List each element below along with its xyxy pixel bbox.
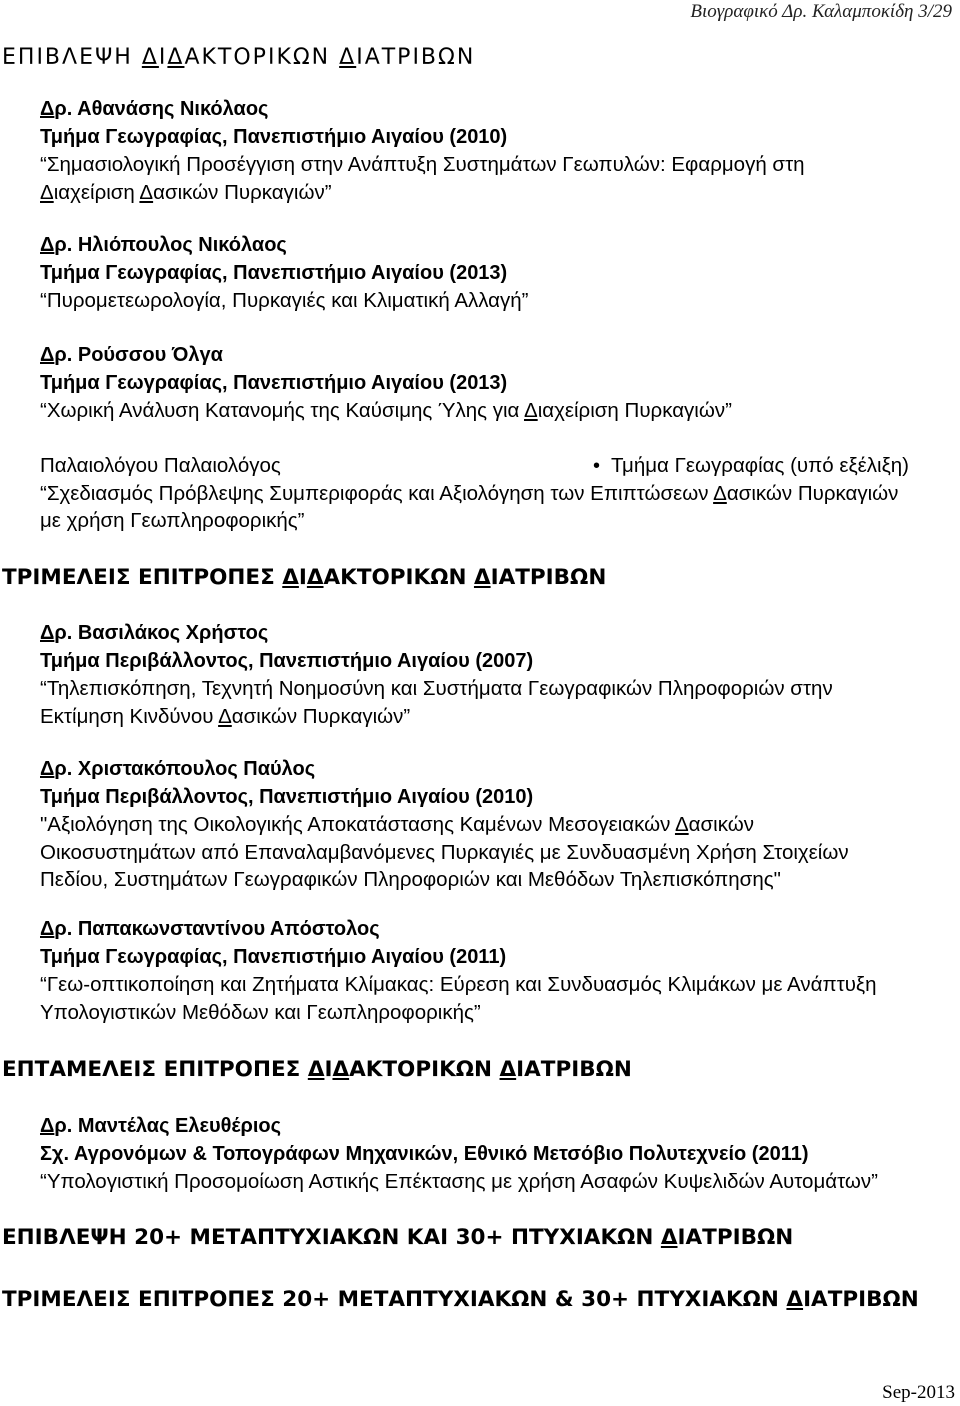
candidate-affiliation: Τμήμα Γεωγραφίας, Πανεπιστήμιο Αιγαίου (2011) xyxy=(40,945,507,968)
committee-entry xyxy=(40,1113,878,1196)
candidate-status xyxy=(593,452,909,481)
bullet-icon xyxy=(593,453,611,481)
thesis-title-line: “Υπολογιστική Προσομοίωση Αστικής Επέκτασης με χρήση Ασαφών Κυψελιδών Αυτομάτων” xyxy=(40,1170,878,1193)
candidate-affiliation: Τμήμα Γεωγραφίας (υπό εξέλιξη) xyxy=(611,454,910,477)
candidate-name: Δρ. Ηλιόπουλος Νικόλαος xyxy=(40,234,287,256)
thesis-title-line: Εκτίμηση Κινδύνου Δασικών Πυρκαγιών” xyxy=(40,704,411,728)
thesis-title-line: Διαχείριση Δασικών Πυρκαγιών” xyxy=(40,180,332,204)
phd-entry xyxy=(40,342,732,425)
running-header: Βιογραφικό Δρ. Καλαμποκίδη 3/29 xyxy=(690,1,952,22)
committee-entry xyxy=(40,916,877,1026)
thesis-title-line: “Πυρομετεωρολογία, Πυρκαγιές και Κλιματική Αλλαγή” xyxy=(40,289,529,312)
section-heading-masters-committees: ΤΡΙΜΕΛΕΙΣ ΕΠΙΤΡΟΠΕΣ 20+ ΜΕΤΑΠΤΥΧΙΑΚΩΝ & 30+ ΠΤΥΧΙΑΚΩΝ ΔΙΑΤΡΙΒΩΝ xyxy=(2,1287,919,1312)
committee-entry xyxy=(40,756,849,894)
candidate-affiliation: Τμήμα Γεωγραφίας, Πανεπιστήμιο Αιγαίου (2013) xyxy=(40,261,508,284)
section-heading-masters-supervision: ΕΠΙΒΛΕΨΗ 20+ ΜΕΤΑΠΤΥΧΙΑΚΩΝ ΚΑΙ 30+ ΠΤΥΧΙΑΚΩΝ ΔΙΑΤΡΙΒΩΝ xyxy=(2,1225,794,1250)
section-heading-seven-member-committees: ΕΠΤΑΜΕΛΕΙΣ ΕΠΙΤΡΟΠΕΣ ΔΙΔΑΚΤΟΡΙΚΩΝ ΔΙΑΤΡΙΒΩΝ xyxy=(2,1057,632,1082)
candidate-name: Δρ. Χριστακόπουλος Παύλος xyxy=(40,758,316,780)
candidate-affiliation: Σχ. Αγρονόμων & Τοπογράφων Μηχανικών, Εθνικό Μετσόβιο Πολυτεχνείο (2011) xyxy=(40,1142,809,1165)
phd-entry xyxy=(40,96,805,206)
thesis-title-line: “Τηλεπισκόπηση, Τεχνητή Νοημοσύνη και Συστήματα Γεωγραφικών Πληροφοριών στην xyxy=(40,677,833,700)
candidate-affiliation: Τμήμα Γεωγραφίας, Πανεπιστήμιο Αιγαίου (2013) xyxy=(40,371,508,394)
thesis-title-line: “Σημασιολογική Προσέγγιση στην Ανάπτυξη Συστημάτων Γεωπυλών: Εφαρμογή στη xyxy=(40,153,805,176)
thesis-title-line: “Σχεδιασμός Πρόβλεψης Συμπεριφοράς και Αξιολόγηση των Επιπτώσεων Δασικών Πυρκαγιών xyxy=(40,481,899,505)
phd-entry xyxy=(40,232,529,315)
phd-entry-in-progress xyxy=(40,452,910,535)
candidate-name: Δρ. Ρούσσου Όλγα xyxy=(40,344,223,366)
thesis-title-line: Υπολογιστικών Μεθόδων και Γεωπληροφορικής” xyxy=(40,1000,481,1024)
thesis-title-line: “Χωρική Ανάλυση Κατανομής της Καύσιμης Ύλης για Διαχείριση Πυρκαγιών” xyxy=(40,399,732,422)
candidate-name: Δρ. Αθανάσης Νικόλαος xyxy=(40,98,269,120)
committee-entry xyxy=(40,620,833,730)
candidate-affiliation: Τμήμα Περιβάλλοντος, Πανεπιστήμιο Αιγαίου (2007) xyxy=(40,649,534,672)
candidate-name: Δρ. Βασιλάκος Χρήστος xyxy=(40,622,269,644)
thesis-title-line: Πεδίου, Συστημάτων Γεωγραφικών Πληροφοριών και Μεθόδων Τηλεπισκόπησης" xyxy=(40,868,781,891)
section-heading-phd-supervision: ΕΠΙΒΛΕΨΗ ΔΙΔΑΚΤΟΡΙΚΩΝ ΔΙΑΤΡΙΒΩΝ xyxy=(2,45,476,70)
candidate-name: Δρ. Μαντέλας Ελευθέριος xyxy=(40,1115,281,1137)
section-heading-three-member-committees: ΤΡΙΜΕΛΕΙΣ ΕΠΙΤΡΟΠΕΣ ΔΙΔΑΚΤΟΡΙΚΩΝ ΔΙΑΤΡΙΒΩΝ xyxy=(2,565,607,590)
thesis-title-line: “Γεω-οπτικοποίηση και Ζητήματα Κλίμακας: Εύρεση και Συνδυασμός Κλιμάκων με Ανάπτυξη xyxy=(40,973,877,996)
thesis-title-line: με χρήση Γεωπληροφορικής” xyxy=(40,509,305,532)
candidate-name: Δρ. Παπακωνσταντίνου Απόστολος xyxy=(40,918,380,940)
candidate-name: Παλαιολόγου Παλαιολόγος xyxy=(40,454,281,477)
candidate-affiliation: Τμήμα Περιβάλλοντος, Πανεπιστήμιο Αιγαίου (2010) xyxy=(40,785,534,808)
candidate-affiliation: Τμήμα Γεωγραφίας, Πανεπιστήμιο Αιγαίου (2010) xyxy=(40,125,508,148)
thesis-title-line: Οικοσυστημάτων από Επαναλαμβανόμενες Πυρκαγιές με Συνδυασμένη Χρήση Στοιχείων xyxy=(40,840,849,864)
thesis-title-line: "Αξιολόγηση της Οικολογικής Αποκατάστασης Καμένων Μεσογειακών Δασικών xyxy=(40,813,754,836)
footer-date: Sep-2013 xyxy=(882,1382,955,1403)
candidate-row xyxy=(40,452,910,480)
